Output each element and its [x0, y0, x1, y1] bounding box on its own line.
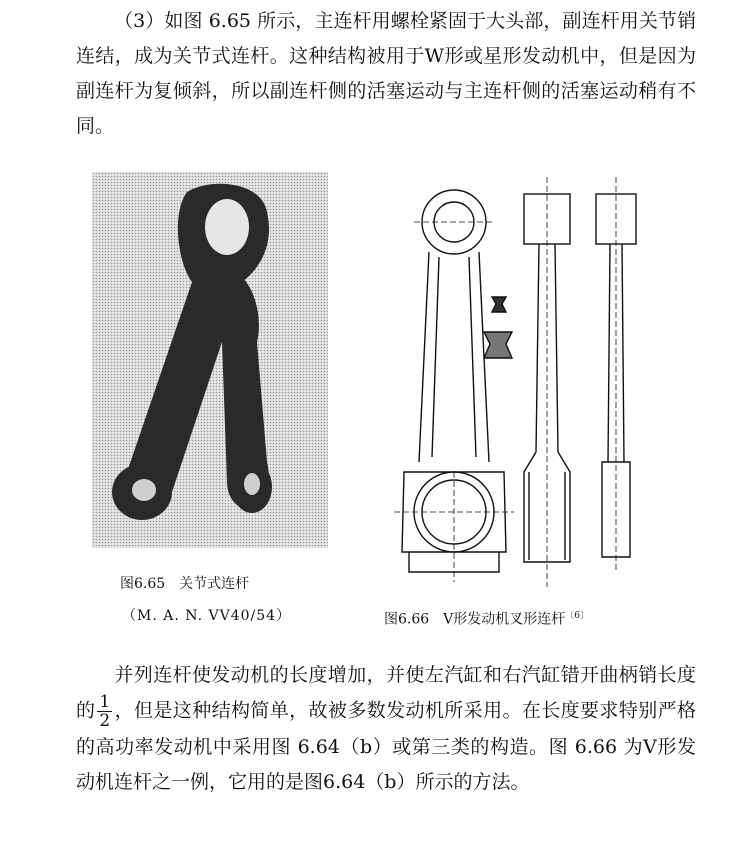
figure-6-66-reference: 〔6〕: [565, 611, 590, 621]
small-end-hole-sub: [244, 473, 260, 495]
fraction-denominator: 2: [99, 711, 111, 731]
figure-6-65-photo: [92, 172, 328, 548]
figure-6-66-drawing: [384, 172, 684, 592]
fraction-numerator: 1: [99, 692, 111, 712]
paragraph-articulated-rod: [76, 4, 696, 144]
small-end-hole-main: [132, 479, 156, 501]
rod-cross-sections: [484, 297, 512, 358]
paragraph-2-text-before: 并列连杆使发动机的长度增加，并使左汽缸和右汽缸错开曲柄销长度的: [76, 664, 696, 722]
big-end-hole: [205, 199, 249, 255]
rod-side-view-fork: [524, 177, 570, 587]
figure-6-66-title: 图6.66 V形发动机叉形连杆: [384, 611, 566, 628]
paragraph-1-text: （3）如图 6.65 所示，主连杆用螺栓紧固于大头部，副连杆用关节销连结，成为关节式连杆。这种结构被用于W形或星形发动机中，但是因为副连杆为复倾斜，所以副连杆侧的活塞运动与主连杆侧的活塞运动稍有不同。: [76, 10, 696, 137]
figure-6-65-subcaption: （M. A. N. VV40/54）: [122, 608, 292, 624]
rod-front-view: [394, 190, 514, 582]
figure-6-66-caption: [384, 606, 589, 630]
figure-6-65-caption: 图6.65 关节式连杆: [120, 576, 250, 592]
paragraph-2-text-after: ，但是这种结构简单，故被多数发动机所采用。在长度要求特别严格的高功率发动机中采用图 6.64（b）或第三类的构造。图 6.66 为V形发动机连杆之一例，它用的是图6.64（b）所示的方法。: [76, 699, 696, 793]
paragraph-parallel-rod: [76, 658, 696, 800]
fraction-one-half: [97, 693, 112, 730]
rod-side-view-plain: [596, 177, 636, 572]
